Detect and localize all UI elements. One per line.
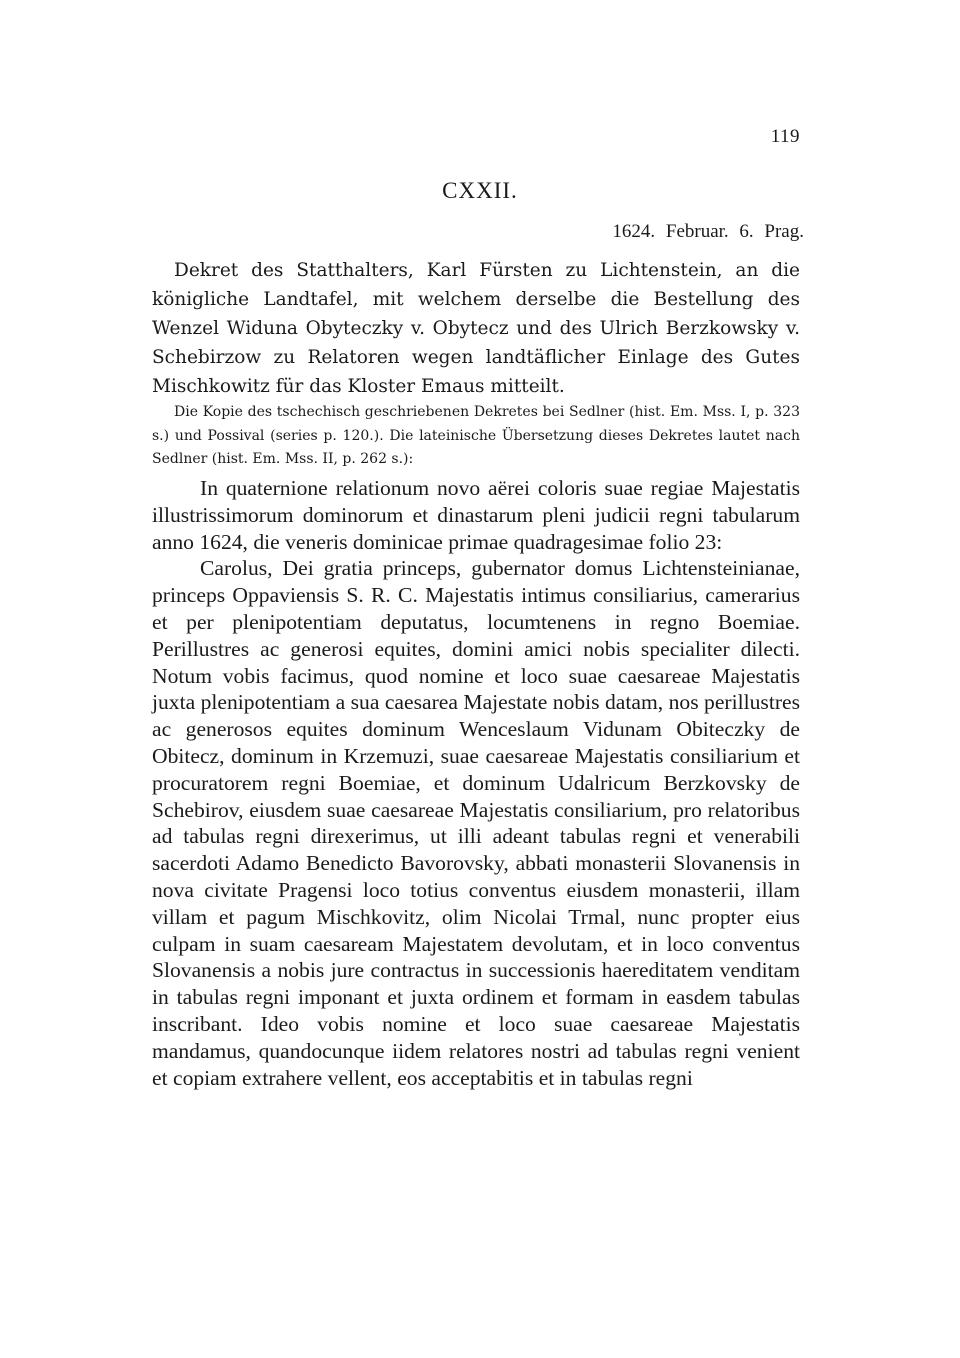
- page-number: 119: [770, 126, 800, 147]
- body-text: [152, 475, 800, 1091]
- document-number: CXXII.: [442, 178, 518, 203]
- source-note: Die Kopie des tschechisch geschriebenen Dekretes bei Sedlner (hist. Em. Mss. I, p. 323 s.) und Possival (series p. 120.). Die lateinische Übersetzung dieses Dekretes lautet nach Sedlner (hist. Em. Mss. II, p. 262 s.):: [152, 404, 800, 467]
- paragraph: In quaternione relationum novo aërei coloris suae regiae Majestatis illustrissimorum dominorum et dinastarum pleni judicii regni tabularum anno 1624, die veneris dominicae primae quadragesimae folio 23:: [152, 476, 800, 554]
- paragraph: Carolus, Dei gratia princeps, gubernator domus Lichtensteinianae, princeps Oppaviensis S. R. C. Majestatis intimus consiliarius, camerarius et per plenipotentiam deputatus, locumtenens in regno Boemiae. Perillustres ac generosi equites, domini amici nobis specialiter dilecti. Notum vobis facimus, quod nomine et loco suae caesareae Majestatis juxta plenipotentiam a sua caesarea Majestate nobis datam, nos perillustres ac generosos equites dominum Wenceslaum Vidunam Obiteczky de Obitecz, dominum in Krzemuzi, suae caesareae Majestatis consiliarium et procuratorem regni Boemiae, et dominum Udalricum Berzkovsky de Schebirov, eiusdem suae caesareae Majestatis consiliarium, pro relatoribus ad tabulas regni direxerimus, ut illi adeant tabulas regni et venerabili sacerdoti Adamo Benedicto Bavorovsky, abbati monasterii Slovanensis in nova civitate Pragensi loco totius conventus eiusdem monasterii, illam villam et pagum Mischkovitz, olim Nicolai Trmal, nunc propter eius culpam in suam caesaream Majestatem devolutam, et in loco conventus Slovanensis a nobis jure contractus in successionis haereditatem venditam in tabulas regni imponant et juxta ordinem et formam in easdem tabulas inscribant. Ideo vobis nomine et loco suae caesareae Majestatis mandamus, quandocunque iidem relatores nostri ad tabulas regni venient et copiam extrahere vellent, eos acceptabitis et in tabulas regni: [152, 556, 800, 1090]
- dateline: 1624. Februar. 6. Prag.: [612, 221, 804, 242]
- document-heading: Dekret des Statthalters, Karl Fürsten zu Lichtenstein, an die königliche Landtafel, mit welchem derselbe die Bestellung des Wenzel Widuna Obyteczky v. Obytecz und des Ulrich Berzkowsky v. Schebirzow zu Relatoren wegen landtäflicher Einlage des Gutes Mischkowitz für das Kloster Emaus mitteilt.: [152, 260, 800, 397]
